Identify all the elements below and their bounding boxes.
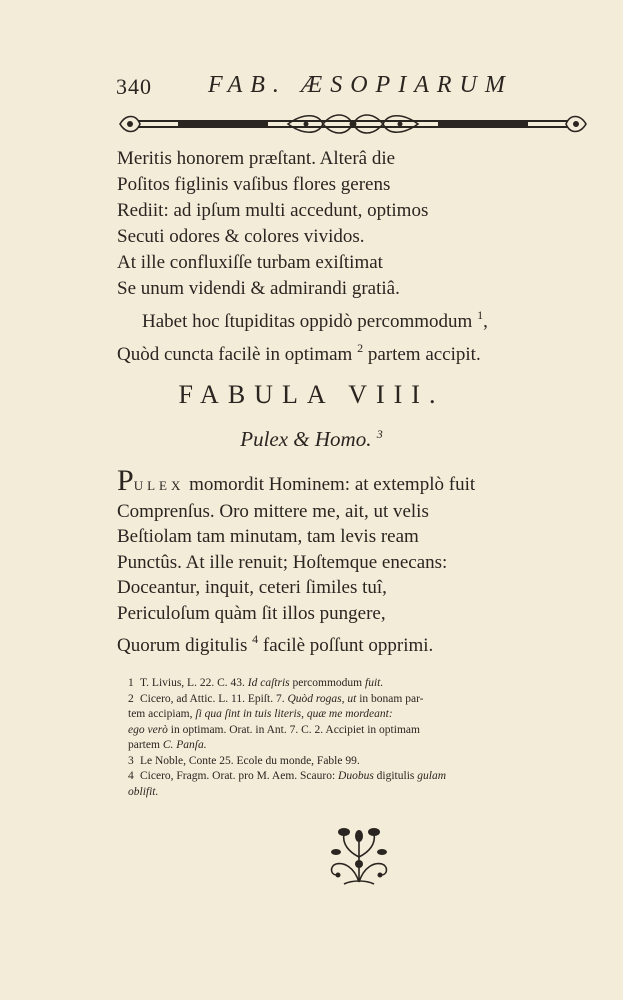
footnote-2 — [128, 692, 578, 708]
footnote-quote: Quòd rogas, ut — [287, 692, 357, 705]
footnote-2-cont — [128, 707, 578, 723]
running-title: FAB. ÆSOPIARUM — [208, 72, 513, 98]
footnote-quote: oblifit. — [128, 785, 159, 798]
footnote-text: T. Livius, L. 22. C. 43. — [140, 677, 245, 689]
footnote-text: digitulis — [376, 770, 415, 782]
footnote-number: 1 — [128, 677, 134, 689]
footnote-ref-1: 1 — [477, 308, 484, 322]
fable-line: Periculoſum quàm ſit illos pungere, — [117, 602, 386, 624]
fable-text — [117, 464, 567, 658]
page-header — [116, 70, 516, 106]
footnote-2-cont — [128, 723, 578, 739]
fable-subtitle — [0, 427, 623, 452]
moral-text: Habet hoc ſtupiditas oppidò percommodum — [142, 311, 473, 332]
footnote-4-cont — [128, 785, 578, 801]
fable-line: Doceantur, inquit, ceteri ſimiles tuî, — [117, 577, 387, 599]
footnote-quote: C. Panſa. — [162, 739, 207, 751]
footnote-2-cont — [128, 738, 578, 754]
footnote-ref-2: 2 — [357, 341, 364, 355]
floral-tailpiece-icon — [324, 822, 394, 888]
fable-first-line — [117, 464, 567, 499]
footnote-text: partem — [128, 739, 160, 751]
footnote-number: 2 — [128, 692, 134, 705]
footnote-text: percommodum — [292, 677, 363, 689]
verse-line: Poſitos figlinis vaſibus flores gerens — [117, 174, 391, 195]
footnote-text: in optimam. Orat. in Ant. 7. C. 2. Accipiet in optimam — [170, 723, 420, 736]
moral-line-2 — [117, 335, 557, 368]
moral-punct: , — [483, 311, 488, 332]
footnote-number: 3 — [128, 754, 134, 767]
moral-text: Quòd cuncta facilè in optimam — [117, 344, 353, 365]
footnote-quote: Duobus — [338, 770, 374, 782]
moral-text: partem accipit. — [367, 344, 481, 365]
verse-line: Secuti odores & colores vividos. — [117, 226, 365, 247]
fable-line-text: facilè poſſunt opprimi. — [262, 634, 434, 656]
verse-line: Se unum videndi & admirandi gratiâ. — [117, 278, 400, 299]
fable-line: momordit Hominem: at extemplò fuit — [189, 474, 476, 495]
footnote-ref-4: 4 — [252, 631, 259, 646]
fable-line: Comprenſus. Oro mittere me, ait, ut velis — [117, 500, 429, 522]
verse-line: Meritis honorem præſtant. Alterâ die — [117, 148, 396, 169]
footnote-quote: fuit. — [365, 677, 384, 689]
footnote-1 — [128, 676, 578, 692]
footnote-4 — [128, 769, 578, 785]
footnote-text: in bonam par- — [359, 692, 424, 705]
footnote-ref-3: 3 — [376, 427, 383, 441]
fable-line: Punctûs. At ille renuit; Hoſtemque enecans: — [117, 551, 448, 573]
fable-line: Beſtiolam tam minutam, tam levis ream — [117, 526, 419, 548]
footnote-quote: Id caſtris — [247, 677, 290, 689]
verse-line: Rediit: ad ipſum multi accedunt, optimos — [117, 200, 429, 221]
page-number: 340 — [116, 74, 152, 99]
verse-continuation — [117, 146, 557, 368]
header-ornament-rule — [118, 110, 588, 138]
footnote-text: tem accipiam, — [128, 708, 193, 720]
drop-cap: P — [117, 464, 134, 497]
footnote-number: 4 — [128, 770, 134, 782]
verse-line: At ille confluxiſſe turbam exiſtimat — [117, 252, 383, 273]
moral-line-1 — [117, 302, 557, 335]
fable-subtitle-text: Pulex & Homo. — [240, 427, 372, 451]
footnotes — [128, 676, 578, 800]
first-word-smallcaps: ULEX — [133, 478, 185, 493]
footnote-text: Le Noble, Conte 25. Ecole du monde, Fable 99. — [140, 754, 360, 767]
footnote-text: Cicero, Fragm. Orat. pro M. Aem. Scauro: — [140, 770, 336, 782]
footnote-quote: gulam — [417, 770, 446, 782]
footnote-quote: ſi qua ſint in tuis literis, quæ me mordeant: — [195, 708, 393, 720]
fable-last-line — [117, 627, 567, 659]
footnote-3 — [128, 754, 578, 770]
fable-line-text: Quorum digitulis — [117, 634, 248, 656]
footnote-text: Cicero, ad Attic. L. 11. Epiſt. 7. — [140, 692, 285, 705]
fable-title: FABULA VIII. — [178, 380, 445, 409]
footnote-quote: ego verò — [128, 723, 168, 736]
